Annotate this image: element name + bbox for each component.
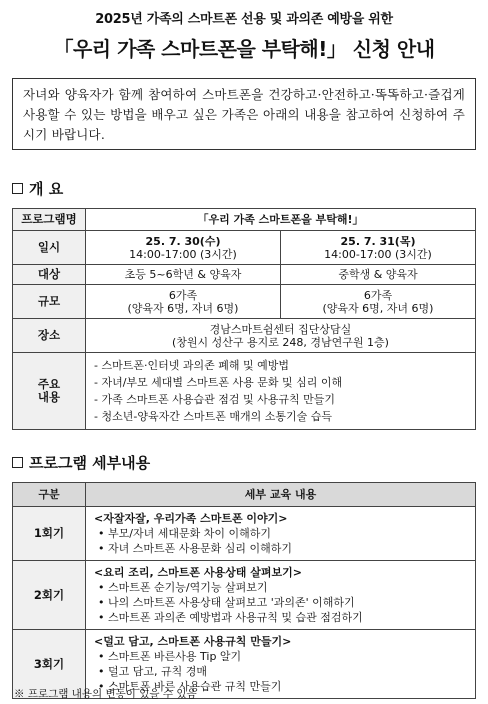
list-item: - 가족 스마트폰 사용습관 점검 및 사용규칙 만들기	[94, 391, 467, 408]
target-label: 대상	[13, 265, 86, 285]
session1-time: 14:00-17:00 (3시간)	[129, 247, 237, 261]
list-item: • 스마트폰 바른 사용습관 규칙 만들기	[98, 679, 467, 694]
list-item: • 나의 스마트폰 사용상태 살펴보고 '과의존' 이해하기	[98, 595, 467, 610]
document-title: 「우리 가족 스마트폰을 부탁해!」 신청 안내	[53, 37, 435, 61]
session-title: <덜고 담고, 스마트폰 사용규칙 만들기>	[94, 635, 292, 648]
session1-date: 25. 7. 30(수)	[145, 234, 221, 248]
session-cell: 2회기	[13, 561, 86, 630]
list-item: • 부모/자녀 세대문화 차이 이해하기	[98, 526, 467, 541]
program-value: 「우리 가족 스마트폰을 부탁해!」	[86, 209, 476, 231]
session2-date: 25. 7. 31(목)	[340, 234, 416, 248]
list-item: - 스마트폰·인터넷 과의존 폐해 및 예방법	[94, 357, 467, 374]
session1-scale-cell	[86, 285, 281, 319]
session-cell: 3회기	[13, 630, 86, 699]
col-session-header: 구분	[13, 483, 86, 507]
session1-date-cell	[86, 231, 281, 265]
overview-section-title	[12, 178, 63, 199]
intro-box: 자녀와 양육자가 함께 참여하여 스마트폰을 건강하고·안전하고·똑똑하고·즐겁게 사용할 수 있는 방법을 배우고 싶은 가족은 아래의 내용을 참고하여 신청하여 주시기 바랍니다.	[12, 78, 476, 150]
square-bullet-icon	[12, 183, 23, 194]
table-row	[13, 507, 476, 561]
list-item: - 자녀/부모 세대별 스마트폰 사용 문화 및 심리 이해	[94, 374, 467, 391]
session-cell: 1회기	[13, 507, 86, 561]
list-item: • 자녀 스마트폰 사용문화 심리 이해하기	[98, 541, 467, 556]
table-row	[13, 561, 476, 630]
session1-scale-detail: (양육자 6명, 자녀 6명)	[127, 301, 239, 315]
date-label: 일시	[13, 231, 86, 265]
contents-label-line2: 내용	[37, 390, 61, 404]
place-cell	[86, 319, 476, 353]
session2-scale-cell	[281, 285, 476, 319]
list-item: • 스마트폰 바른사용 Tip 알기	[98, 649, 467, 664]
square-bullet-icon	[12, 457, 23, 468]
details-table	[12, 482, 476, 699]
session-content	[86, 561, 476, 630]
contents-cell	[86, 353, 476, 430]
details-section-title	[12, 452, 150, 473]
contents-label	[13, 353, 86, 430]
session2-target: 중학생 & 양육자	[281, 265, 476, 285]
contents-label-line1: 주요	[37, 377, 61, 391]
session-items	[94, 526, 467, 556]
session1-scale: 6가족	[168, 288, 198, 302]
document-subtitle: 2025년 가족의 스마트폰 선용 및 과의존 예방을 위한	[95, 12, 393, 27]
session-items	[94, 580, 467, 625]
session2-scale-detail: (양육자 6명, 자녀 6명)	[322, 301, 434, 315]
col-content-header: 세부 교육 내용	[86, 483, 476, 507]
place-address: (창원시 성산구 용지로 248, 경남연구원 1층)	[172, 335, 389, 349]
overview-table	[12, 208, 476, 430]
session2-scale: 6가족	[363, 288, 393, 302]
list-item: • 덜고 담고, 규칙 경매	[98, 664, 467, 679]
place-name: 경남스마트쉼센터 집단상담실	[209, 322, 352, 336]
details-title-text: 프로그램 세부내용	[29, 454, 151, 472]
contents-list	[86, 353, 475, 429]
session2-time: 14:00-17:00 (3시간)	[324, 247, 432, 261]
list-item: • 스마트폰 순기능/역기능 살펴보기	[98, 580, 467, 595]
overview-title-text: 개 요	[29, 180, 64, 198]
footnote: ※ 프로그램 내용의 변동이 있을 수 있음	[14, 688, 197, 700]
list-item: - 청소년-양육자간 스마트폰 매개의 소통기술 습득	[94, 408, 467, 425]
session2-date-cell	[281, 231, 476, 265]
document-header	[0, 8, 488, 62]
place-label: 장소	[13, 319, 86, 353]
scale-label: 규모	[13, 285, 86, 319]
program-label: 프로그램명	[13, 209, 86, 231]
session-title: <요리 조리, 스마트폰 사용상태 살펴보기>	[94, 566, 302, 579]
session-content	[86, 507, 476, 561]
list-item: • 스마트폰 과의존 예방법과 사용규칙 및 습관 점검하기	[98, 610, 467, 625]
session1-target: 초등 5~6학년 & 양육자	[86, 265, 281, 285]
session-title: <자잘자잘, 우리가족 스마트폰 이야기>	[94, 512, 288, 525]
